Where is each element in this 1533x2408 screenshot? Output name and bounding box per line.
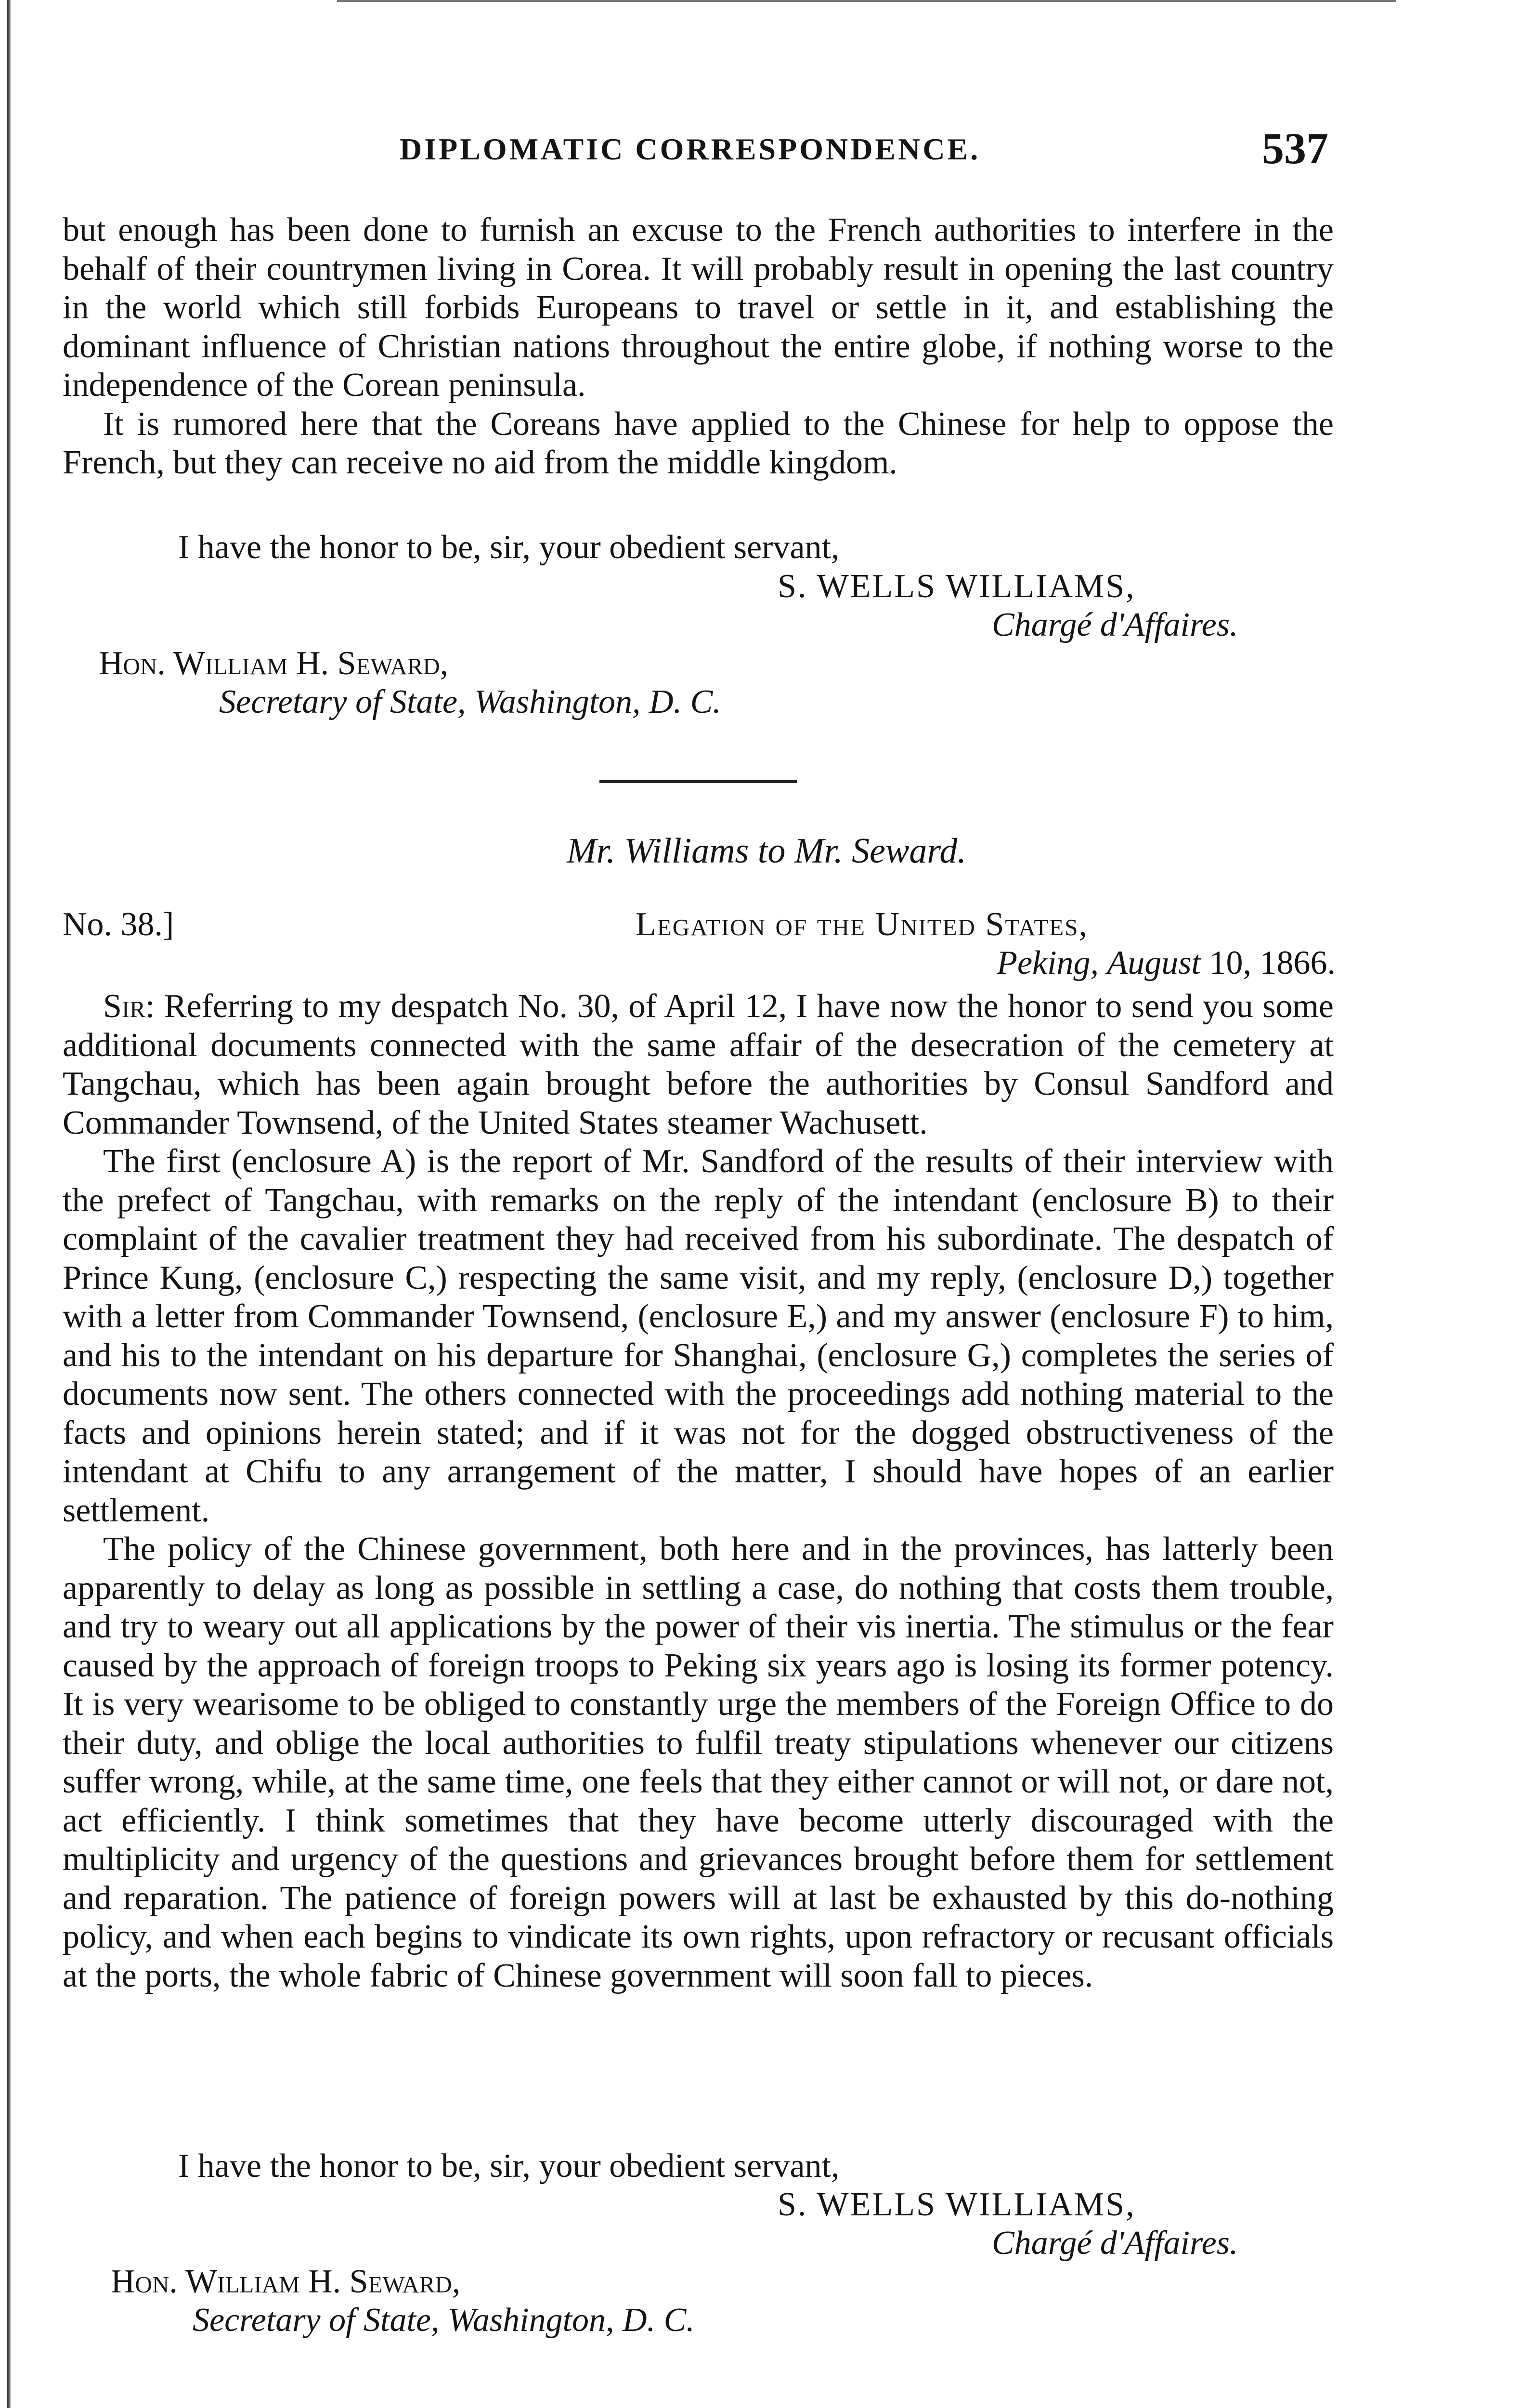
letter2-paragraph-1: [63, 987, 1334, 1142]
letter2-heading: Mr. Williams to Mr. Seward.: [567, 831, 966, 871]
running-head: DIPLOMATIC CORRESPONDENCE.: [400, 132, 981, 166]
letter2-paragraph-1-text: Referring to my despatch No. 30, of April 12, I have now the honor to send you some additional documents connected with the same affair of the desecration of the cemetery at Tangchau, which has been again brought before the authorities by Consul Sandford and Commander Townsend, of the United States steamer Wachusett.: [63, 988, 1334, 1141]
letter1-closing: I have the honor to be, sir, your obedient servant,: [178, 529, 840, 566]
page-top-edge: [337, 0, 1396, 2]
letter1-paragraph-2: It is rumored here that the Coreans have applied to the Chinese for help to oppose the French, but they can receive no aid from the middle kingdom.: [63, 405, 1334, 481]
legation-line: Legation of the United States,: [636, 906, 1088, 943]
letter1-body: [63, 211, 1334, 483]
section-divider: [599, 780, 797, 783]
dateline-month: August: [1107, 944, 1201, 982]
salutation: Sir:: [103, 988, 155, 1025]
letter2-addressee-title: Secretary of State, Washington, D. C.: [193, 2302, 695, 2339]
letter1-addressee-name: Hon. William H. Seward,: [99, 645, 449, 682]
page-header: [0, 123, 1533, 176]
dateline-day: 10, 1866.: [1201, 944, 1336, 982]
letter2-signature-name: S. WELLS WILLIAMS,: [778, 2186, 1136, 2223]
dateline-place: Peking,: [997, 944, 1099, 982]
letter2-body: [63, 987, 1334, 1995]
letter2-paragraph-3: The policy of the Chinese government, both here and in the provinces, has latterly been apparently to delay as long as possible in settling a case, do nothing that costs them trouble, and try to weary out all applications by the power of their vis inertia. The stimulus or the fear caused by the approach of foreign troops to Peking six years ago is losing its former potency. It is very wearisome to be obliged to constantly urge the members of the Foreign Office to do their duty, and oblige the local authorities to fulfil treaty stipulations whenever our citizens suffer wrong, while, at the same time, one feels that they either cannot or will not, or dare not, act efficiently. I think sometimes that they have become utterly discouraged with the multiplicity and urgency of the questions and grievances brought before them for settlement and reparation. The patience of foreign powers will at last be exhausted by this do-nothing policy, and when each begins to vindicate its own rights, upon refractory or recusant officials at the ports, the whole fabric of Chinese government will soon fall to pieces.: [63, 1531, 1334, 1994]
page-number: 537: [1262, 124, 1328, 173]
letter2-addressee-name: Hon. William H. Seward,: [111, 2263, 461, 2300]
letter1-addressee-title: Secretary of State, Washington, D. C.: [219, 683, 721, 720]
letter2-paragraph-2: The first (enclosure A) is the report of Mr. Sandford of the results of their interview with the prefect of Tangchau, with remarks on the reply of the intendant (enclosure B) to their complaint of the cavalier treatment they had received from his subordinate. The despatch of Prince Kung, (enclosure C,) respecting the same visit, and my reply, (enclosure D,) together with a letter from Commander Townsend, (enclosure E,) and my answer (enclosure F) to him, and his to the intendant on his departure for Shanghai, (enclosure G,) completes the series of documents now sent. The others connected with the proceedings add nothing material to the facts and opinions herein stated; and if it was not for the dogged obstructiveness of the intendant at Chifu to any arrangement of the matter, I should have hopes of an earlier settlement.: [63, 1143, 1334, 1529]
dateline: [997, 944, 1336, 982]
page-binding-edge: [7, 0, 11, 2408]
letter2-closing: I have the honor to be, sir, your obedient servant,: [178, 2147, 840, 2185]
letter1-paragraph-1: but enough has been done to furnish an excuse to the French authorities to interfere in the behalf of their countrymen living in Corea. It will probably result in opening the last country in the world which still forbids Europeans to travel or settle in it, and establishing the dominant influence of Christian nations throughout the entire globe, if nothing worse to the independence of the Corean peninsula.: [63, 211, 1334, 404]
letter1-signature-title: Chargé d'Affaires.: [992, 606, 1238, 643]
despatch-number: No. 38.]: [63, 906, 174, 943]
letter1-signature-name: S. WELLS WILLIAMS,: [778, 568, 1136, 605]
letter2-signature-title: Chargé d'Affaires.: [992, 2225, 1238, 2262]
